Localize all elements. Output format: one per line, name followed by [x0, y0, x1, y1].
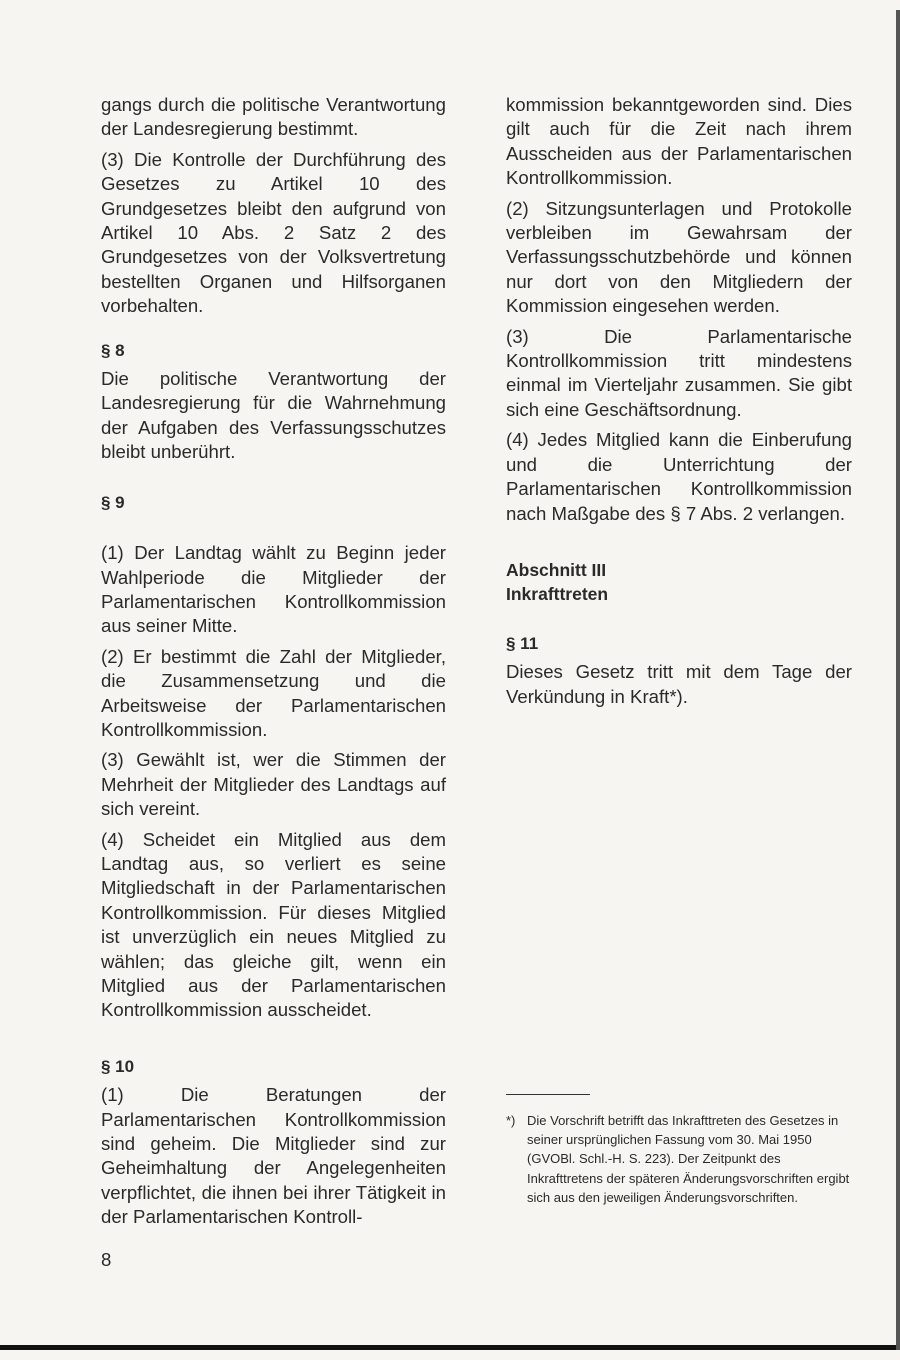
paragraph: Dieses Gesetz tritt mit dem Tage der Verkündung in Kraft*).: [506, 661, 852, 707]
section-9-heading: § 9: [101, 492, 125, 512]
section-10-heading: § 10: [101, 1056, 135, 1076]
paragraph: (3) Die Kontrolle der Durchführung des Gesetzes zu Artikel 10 des Grundgesetzes bleibt den aufgrund von Artikel 10 Abs. 2 Satz 2 des Grundgesetzes von der Volksvertretung bestellten Organen und Hilfsorganen vorbehalten.: [101, 148, 446, 317]
page-number: 8: [101, 1249, 112, 1270]
paragraph: (1) Der Landtag wählt zu Beginn jeder Wahlperiode die Mitglieder der Parlamentarischen Kontrollkommission aus seiner Mitte.: [101, 542, 446, 637]
right-column: [506, 93, 852, 715]
section-title-line: Abschnitt III: [506, 559, 607, 580]
paragraph: Die politische Verantwortung der Landesregierung für die Wahrnehmung der Aufgaben des Verfassungsschutzes bleibt unberührt.: [101, 368, 446, 463]
left-column: [101, 93, 446, 1236]
paragraph: (1) Die Beratungen der Parlamentarischen Kontrollkommission sind geheim. Die Mitglieder sind zur Geheimhaltung der Angelegenheiten verpflichtet, die ihnen bei ihrer Tätigkeit in der Parlamentarischen Kontroll-: [101, 1084, 446, 1228]
section-11-heading: § 11: [506, 633, 539, 653]
paragraph: (2) Er bestimmt die Zahl der Mitglieder, die Zusammensetzung und die Arbeitsweise der Parlamentarischen Kontrollkommission.: [101, 645, 446, 740]
paragraph: (2) Sitzungsunterlagen und Protokolle verbleiben im Gewahrsam der Verfassungsschutzbehörde und können nur dort von den Mitgliedern der Kommission eingesehen werden.: [506, 197, 852, 317]
paragraph: (4) Scheidet ein Mitglied aus dem Landtag aus, so verliert es seine Mitgliedschaft in der Parlamentarischen Kontrollkommission. Für dieses Mitglied ist unverzüglich ein neues Mitglied zu wählen; das gleiche gilt, wenn ein Mitglied aus der Parlamentarischen Kontrollkommission ausscheidet.: [101, 828, 446, 1021]
paragraph: kommission bekanntgeworden sind. Dies gilt auch für die Zeit nach ihrem Ausscheiden aus der Parlamentarischen Kontrollkommission.: [506, 94, 852, 189]
paragraph: (3) Die Parlamentarische Kontrollkommission tritt mindestens einmal im Vierteljahr zusammen. Sie gibt sich eine Geschäftsordnung.: [506, 325, 852, 420]
footnote-divider: [506, 1094, 590, 1095]
paragraph: gangs durch die politische Verantwortung der Landesregierung bestimmt.: [101, 94, 446, 140]
section-title-line: Inkrafttreten: [506, 583, 609, 604]
footnote-text: Die Vorschrift betrifft das Inkrafttreten des Gesetzes in seiner ursprünglichen Fassung vom 30. Mai 1950 (GVOBl. Schl.-H. S. 223). Der Zeitpunkt des Inkrafttretens der späteren Änderungsvorschriften ergibt sich aus den jeweiligen Änderungsvorschriften.: [527, 1113, 850, 1205]
scan-edge-right: [896, 10, 900, 1350]
footnote-marker: *): [506, 1113, 516, 1128]
paragraph: (3) Gewählt ist, wer die Stimmen der Mehrheit der Mitglieder des Landtags auf sich vereint.: [101, 749, 446, 820]
section-8-heading: § 8: [101, 340, 125, 360]
paragraph: (4) Jedes Mitglied kann die Einberufung und die Unterrichtung der Parlamentarischen Kontrollkommission nach Maßgabe des § 7 Abs. 2 verlangen.: [506, 429, 852, 524]
scan-edge-bottom: [0, 1345, 900, 1350]
footnote: [506, 1111, 858, 1207]
section-title: [506, 558, 852, 606]
